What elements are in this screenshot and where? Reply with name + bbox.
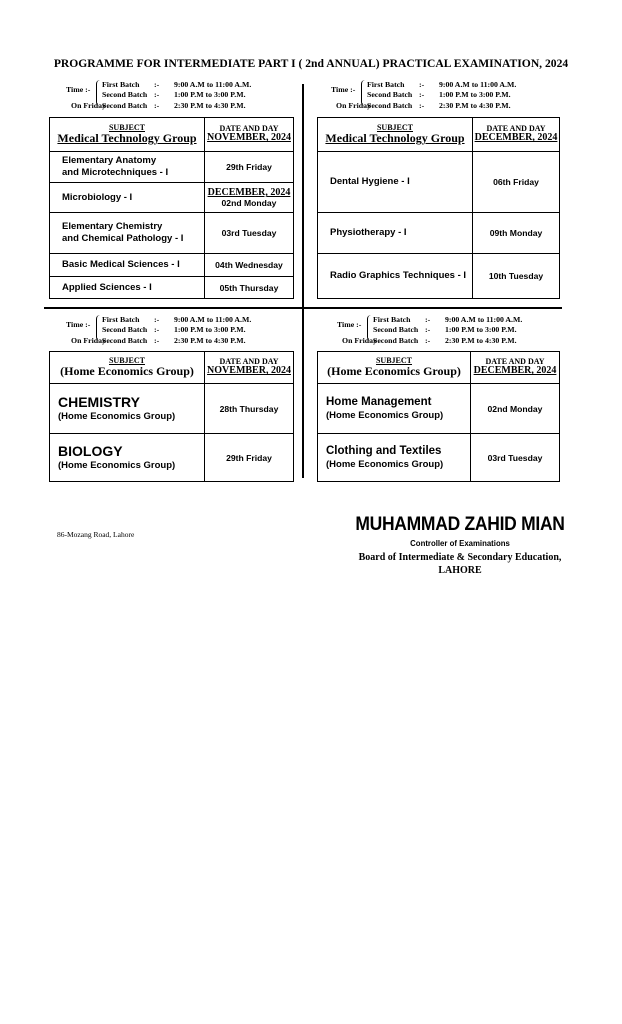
page-title: PROGRAMME FOR INTERMEDIATE PART I ( 2nd ANNUAL) PRACTICAL EXAMINATION, 2024 <box>53 57 569 70</box>
second-batch-label: Second Batch <box>367 101 413 110</box>
table-row <box>50 254 294 277</box>
subject-header: SUBJECT (Home Economics Group) <box>50 352 205 384</box>
second-batch-label: Second Batch <box>373 336 419 345</box>
date-cell: DECEMBER, 2024 02nd Monday <box>205 183 294 213</box>
second-batch-label: Second Batch <box>102 101 148 110</box>
date-header: DATE AND DAY DECEMBER, 2024 <box>473 118 560 152</box>
first-batch-label: First Batch <box>367 80 405 89</box>
table-row <box>50 183 294 213</box>
date-cell: 03rd Tuesday <box>205 213 294 254</box>
table-row <box>318 254 560 299</box>
second-batch-time: 1:00 P.M to 3:00 P.M. <box>174 90 246 99</box>
table-row <box>50 277 294 299</box>
date-cell: 06th Friday <box>473 152 560 213</box>
first-batch-label: First Batch <box>102 315 140 324</box>
on-friday-label: On Friday <box>71 101 106 110</box>
subject-cell: BIOLOGY (Home Economics Group) <box>50 434 205 482</box>
on-friday-label: On Friday <box>336 101 371 110</box>
friday-batch-time: 2:30 P.M to 4:30 P.M. <box>174 101 246 110</box>
medical-technology-november-table <box>49 117 294 299</box>
first-batch-label: First Batch <box>102 80 140 89</box>
second-batch-time: 1:00 P.M to 3:00 P.M. <box>174 325 246 334</box>
first-batch-label: First Batch <box>373 315 411 324</box>
signature-block <box>330 514 590 576</box>
home-economics-december-table <box>317 351 560 482</box>
subject-cell: Dental Hygiene - I <box>318 152 473 213</box>
table-row <box>318 434 560 482</box>
subject-cell: Elementary Chemistry and Chemical Pathology - I <box>50 213 205 254</box>
table-row <box>50 213 294 254</box>
second-batch-label: Second Batch <box>102 325 148 334</box>
timing-block-bottom-right: Time :- First Batch :- 9:00 A.M to 11:00 A.M. Second Batch :- 1:00 P.M to 3:00 P.M. On Friday Second Batch :- 2:30 P.M to 4:30 P.M. <box>337 315 523 345</box>
controller-designation: Controller of Examinations <box>410 539 510 548</box>
date-header: DATE AND DAY NOVEMBER, 2024 <box>205 118 294 152</box>
time-label: Time <box>66 85 84 94</box>
board-name: Board of Intermediate & Secondary Education, <box>358 552 562 563</box>
controller-name: MUHAMMAD ZAHID MIAN <box>355 514 565 535</box>
second-batch-label: Second Batch <box>102 336 148 345</box>
month-label: DECEMBER, 2024 <box>207 187 291 198</box>
table-row <box>50 384 294 434</box>
first-batch-time: 9:00 A.M to 11:00 A.M. <box>174 315 252 324</box>
subject-header: SUBJECT Medical Technology Group <box>50 118 205 152</box>
table-row <box>318 384 560 434</box>
subject-header: SUBJECT (Home Economics Group) <box>318 352 471 384</box>
table-row <box>318 213 560 254</box>
second-batch-label: Second Batch <box>102 90 148 99</box>
subject-header: SUBJECT Medical Technology Group <box>318 118 473 152</box>
date-header: DATE AND DAY NOVEMBER, 2024 <box>205 352 294 384</box>
time-label: Time <box>66 320 84 329</box>
subject-cell: Clothing and Textiles (Home Economics Group) <box>318 434 471 482</box>
on-friday-label: On Friday <box>342 336 377 345</box>
date-cell: 05th Thursday <box>205 277 294 299</box>
time-label: Time <box>331 85 349 94</box>
first-batch-time: 9:00 A.M to 11:00 A.M. <box>439 80 517 89</box>
date-cell: 29th Friday <box>205 152 294 183</box>
timing-block-top-right: Time :- First Batch :- 9:00 A.M to 11:00 A.M. Second Batch :- 1:00 P.M to 3:00 P.M. On Friday Second Batch :- 2:30 P.M to 4:30 P.M. <box>331 80 517 110</box>
first-batch-time: 9:00 A.M to 11:00 A.M. <box>445 315 523 324</box>
timing-block-bottom-left: Time :- First Batch :- 9:00 A.M to 11:00 A.M. Second Batch :- 1:00 P.M to 3:00 P.M. On Friday Second Batch :- 2:30 P.M to 4:30 P.M. <box>66 315 252 345</box>
address-text: 86-Mozang Road, Lahore <box>57 530 135 539</box>
subject-cell: Radio Graphics Techniques - I <box>318 254 473 299</box>
friday-batch-time: 2:30 P.M to 4:30 P.M. <box>174 336 246 345</box>
subject-cell: Home Management (Home Economics Group) <box>318 384 471 434</box>
time-label: Time <box>337 320 355 329</box>
timing-block-top-left: Time :- First Batch :- 9:00 A.M to 11:00 A.M. Second Batch :- 1:00 P.M to 3:00 P.M. On Friday Second Batch :- 2:30 P.M to 4:30 P.M. <box>66 80 252 110</box>
date-cell: 03rd Tuesday <box>471 434 560 482</box>
date-cell: 09th Monday <box>473 213 560 254</box>
date-header: DATE AND DAY DECEMBER, 2024 <box>471 352 560 384</box>
friday-batch-time: 2:30 P.M to 4:30 P.M. <box>445 336 517 345</box>
vertical-divider <box>302 84 304 478</box>
second-batch-label: Second Batch <box>373 325 419 334</box>
subject-cell: Applied Sciences - I <box>50 277 205 299</box>
home-economics-november-table <box>49 351 294 482</box>
date-cell: 04th Wednesday <box>205 254 294 277</box>
subject-cell: Microbiology - I <box>50 183 205 213</box>
second-batch-time: 1:00 P.M to 3:00 P.M. <box>439 90 511 99</box>
date-cell: 10th Tuesday <box>473 254 560 299</box>
date-cell: 02nd Monday <box>471 384 560 434</box>
medical-technology-december-table <box>317 117 560 299</box>
board-city: LAHORE <box>438 565 482 576</box>
second-batch-time: 1:00 P.M to 3:00 P.M. <box>445 325 517 334</box>
table-row <box>318 152 560 213</box>
subject-cell: Basic Medical Sciences - I <box>50 254 205 277</box>
friday-batch-time: 2:30 P.M to 4:30 P.M. <box>439 101 511 110</box>
table-row <box>50 434 294 482</box>
date-cell: 28th Thursday <box>205 384 294 434</box>
first-batch-time: 9:00 A.M to 11:00 A.M. <box>174 80 252 89</box>
subject-cell: Elementary Anatomy and Microtechniques - I <box>50 152 205 183</box>
table-row <box>50 152 294 183</box>
on-friday-label: On Friday <box>71 336 106 345</box>
second-batch-label: Second Batch <box>367 90 413 99</box>
horizontal-divider <box>44 307 562 309</box>
subject-cell: CHEMISTRY (Home Economics Group) <box>50 384 205 434</box>
subject-cell: Physiotherapy - I <box>318 213 473 254</box>
date-cell: 29th Friday <box>205 434 294 482</box>
